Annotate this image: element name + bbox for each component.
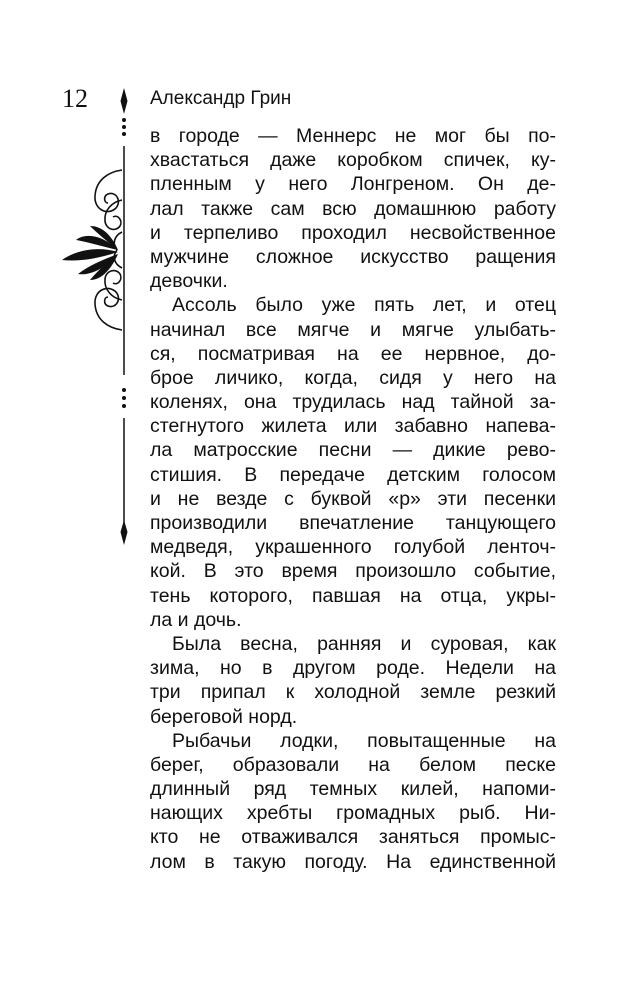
text-line: Ассоль было уже пять лет, и отец — [172, 294, 556, 317]
text-line: ла и дочь. — [150, 608, 242, 631]
paragraph — [150, 729, 556, 874]
diamond-finial-bottom-icon — [121, 520, 128, 545]
text-line: берег, образовали на белом песке — [150, 753, 556, 776]
body-text — [150, 124, 556, 874]
text-line: ла матросские песни — дикие рево- — [150, 439, 556, 462]
diamond-finial-top-icon — [121, 88, 128, 114]
running-head-author: Александр Грин — [150, 88, 292, 109]
text-line: Была весна, ранняя и суровая, как — [172, 632, 556, 655]
text-line: нающих хребты громадных рыб. Ни- — [150, 802, 556, 825]
page-number: 12 — [62, 84, 88, 113]
text-line: и терпеливо проходил несвойственное — [150, 221, 556, 244]
text-line: брое личико, когда, сидя у него на — [150, 366, 556, 389]
text-line: лом в такую погоду. На единственной — [150, 850, 556, 873]
text-line: тень которого, павшая на отца, укры- — [150, 584, 556, 607]
text-line: производили впечатление танцующего — [150, 512, 556, 534]
text-line: мужчине сложное искусство ращения — [150, 245, 556, 268]
paragraph — [150, 293, 556, 632]
text-line: начинал все мягче и мягче улыбать- — [150, 318, 556, 341]
text-line: и не везде с буквой «р» эти песенки — [150, 487, 556, 510]
text-line: пленным у него Лонгреном. Он де- — [150, 173, 556, 196]
text-line: длинный ряд темных килей, напоми- — [150, 778, 556, 801]
text-line: зима, но в другом роде. Недели на — [150, 657, 556, 680]
text-line: Рыбачьи лодки, повытащенные на — [172, 729, 556, 752]
text-line: кой. В это время произошло событие, — [150, 560, 556, 583]
text-line: в городе — Меннерс не мог бы по- — [150, 125, 556, 147]
text-line: девочки. — [150, 270, 228, 293]
text-line: коленях, она трудилась над тайной за- — [150, 391, 556, 414]
text-line: лал также сам всю домашнюю работу — [150, 197, 556, 220]
text-line: хвастаться даже коробком спичек, ку- — [150, 149, 556, 172]
paragraph — [150, 124, 556, 293]
text-line: береговой норд. — [150, 705, 298, 728]
text-line: три припал к холодной земле резкий — [150, 681, 556, 704]
text-line: стегнутого жилета или забавно напева- — [150, 415, 556, 438]
text-line: медведя, украшенного голубой ленточ- — [150, 536, 556, 559]
text-line: стишия. В передаче детским голосом — [150, 463, 556, 486]
paragraph — [150, 632, 556, 729]
text-line: кто не отваживался заняться промыс- — [150, 826, 556, 849]
text-line: ся, посматривая на ее нервное, до- — [150, 342, 556, 365]
